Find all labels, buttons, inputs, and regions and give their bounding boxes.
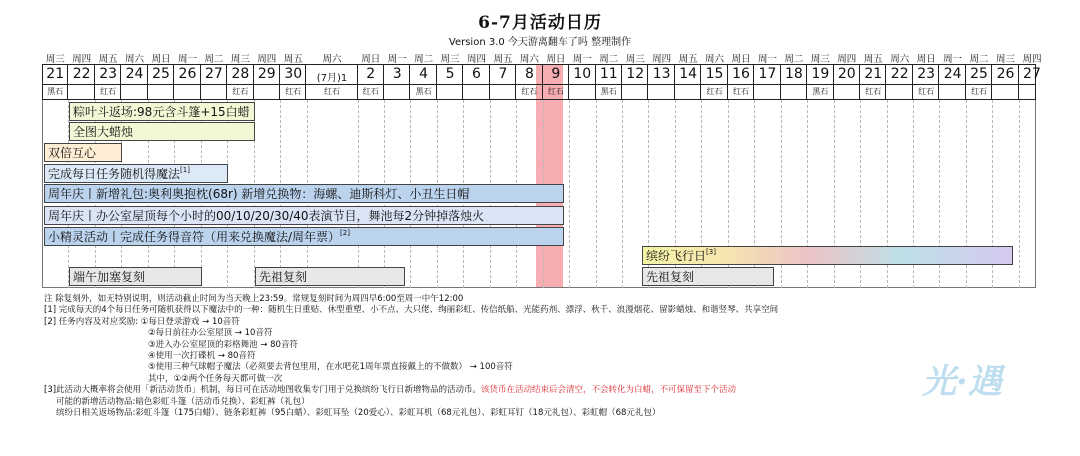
stone-note: 红石 (918, 87, 935, 96)
weekday-label: 周五 (98, 54, 118, 65)
weekday-label: 周一 (757, 54, 777, 65)
day-number[interactable]: 15 (705, 66, 724, 82)
weekday-label: 周一 (943, 54, 963, 65)
stone-note: 红石 (521, 87, 538, 96)
day-cell-border (728, 64, 754, 100)
event-bar[interactable] (44, 206, 564, 225)
day-number[interactable]: 25 (152, 66, 170, 82)
day-cell-border (860, 64, 886, 100)
game-logo: 光·遇 (922, 362, 1002, 402)
weekday-label: 周二 (969, 54, 989, 65)
day-number[interactable]: 3 (392, 66, 402, 82)
day-number[interactable]: 26 (178, 66, 197, 82)
day-number[interactable]: 9 (551, 66, 561, 82)
day-cell-border (201, 64, 227, 100)
day-cell-border (280, 64, 306, 100)
day-cell-border (516, 64, 542, 100)
day-number[interactable]: 22 (890, 66, 909, 82)
day-number[interactable]: 4 (419, 66, 429, 82)
day-number[interactable]: 17 (758, 66, 777, 82)
stone-note: 红石 (865, 87, 882, 96)
page-title: 6-7月活动日历 (478, 13, 602, 33)
day-number[interactable]: 14 (679, 66, 698, 82)
event-label: 先祖复刻 (259, 270, 308, 284)
event-label: 周年庆丨办公室屋顶每个小时的00/10/20/30/40表演节目，舞池每2分钟掉落烛火 (48, 209, 485, 223)
day-number[interactable]: 25 (970, 66, 988, 82)
stone-note: 红石 (100, 87, 117, 96)
day-cell-border (227, 64, 253, 100)
footnote-ref: [2] (340, 229, 350, 237)
day-number[interactable]: 24 (943, 66, 962, 82)
day-cell-border (596, 64, 622, 100)
day-number[interactable]: 12 (626, 66, 645, 82)
weekday-label: 周三 (810, 54, 830, 65)
stone-note: 红石 (285, 87, 302, 96)
day-cell-border (807, 64, 833, 100)
day-cell-border (121, 64, 147, 100)
weekday-label: 周三 (230, 54, 250, 65)
day-cell-border (384, 64, 410, 100)
weekday-label: 周三 (45, 54, 65, 65)
footnote-line: [2] 任务内容及对应奖励: ①每日登录游戏 → 10音符 (44, 316, 240, 327)
day-cell-border (622, 64, 648, 100)
weekday-label: 周六 (890, 54, 910, 65)
event-bar[interactable] (255, 267, 405, 286)
event-label: 双倍互心 (48, 146, 97, 160)
event-bar[interactable] (44, 143, 122, 162)
weekday-label: 周日 (361, 54, 381, 65)
day-cell-border (95, 64, 121, 100)
footnotes (44, 294, 1044, 419)
weekday-label: 周四 (652, 54, 672, 65)
event-label: 周年庆丨新增礼包:奥利奥抱枕(68r) 新增兑换物：海螺、迪斯科灯、小丑生日帽 (48, 187, 470, 201)
day-cell-border (437, 64, 463, 100)
day-cell-border (834, 64, 860, 100)
footnote-line: [1] 完成每天的4个每日任务可随机获得以下魔法中的一种：随机生日重贴、休型重塑、小不点、大只佬、绚丽彩虹、传信纸船、光能药剂、漂浮、秋千、浪漫烟花、留影蜡烛、和谐竖琴、共享空间 (44, 305, 779, 316)
footnote-ref: [3] (706, 248, 716, 256)
footnote-text: [3]此活动大概率将会使用「新活动货币」机制，每日可在活动地图收集专门用于兑换缤纷飞行日新增物品的活动币。 (44, 385, 482, 396)
weekday-label: 周五 (493, 54, 513, 65)
day-number[interactable]: 24 (125, 66, 144, 82)
weekday-label: 周五 (863, 54, 883, 65)
event-bar-rainbow[interactable] (642, 246, 1013, 265)
day-number[interactable]: 5 (445, 66, 455, 82)
footnote-line (44, 385, 1044, 396)
day-number[interactable]: (7月)1 (316, 73, 348, 84)
weekday-label: 周四 (257, 54, 277, 65)
day-number[interactable]: 30 (284, 66, 303, 82)
day-number[interactable]: 28 (231, 66, 250, 82)
day-cell-border (42, 64, 68, 100)
footnote-ref: [1] (180, 166, 190, 174)
event-bar[interactable] (44, 184, 564, 203)
day-cell-border (992, 64, 1018, 100)
day-cell-border (675, 64, 701, 100)
day-number[interactable]: 26 (996, 66, 1015, 82)
day-cell-border (358, 64, 384, 100)
day-number[interactable]: 19 (811, 66, 830, 82)
event-bar[interactable] (44, 227, 564, 246)
event-label: 全图大蜡烛 (73, 125, 134, 139)
day-number[interactable]: 6 (472, 66, 481, 82)
day-cell-border (913, 64, 939, 100)
weekday-label: 周二 (599, 54, 619, 65)
weekday-label: 周一 (387, 54, 407, 65)
day-cell-border (887, 64, 913, 100)
weekday-label: 周四 (1022, 54, 1042, 65)
week-guide-line (596, 100, 597, 288)
event-bar[interactable] (642, 267, 774, 286)
day-cell-border (569, 64, 595, 100)
weekday-label: 周三 (996, 54, 1016, 65)
stone-note: 黑石 (812, 87, 829, 96)
footnote-line: 可能的新增活动物品:暗色彩虹斗篷（活动币兑换）、彩虹裤（礼包） (56, 396, 310, 407)
day-cell-border (463, 64, 489, 100)
page-subtitle: Version 3.0 今天游离翻车了吗 整理制作 (448, 37, 632, 48)
day-number[interactable]: 16 (732, 66, 750, 82)
weekday-label: 周日 (151, 54, 171, 65)
weekday-label: 周二 (784, 54, 804, 65)
day-cell-border (68, 64, 94, 100)
event-bar[interactable] (44, 164, 228, 183)
day-cell-border (307, 64, 358, 100)
event-label: 端午加塞复刻 (73, 270, 146, 284)
day-number[interactable]: 18 (784, 66, 803, 82)
day-number[interactable]: 2 (366, 66, 376, 82)
weekday-label: 周日 (916, 54, 936, 65)
stone-note: 红石 (971, 87, 988, 96)
day-number[interactable]: 27 (204, 66, 223, 82)
weekday-label: 周六 (705, 54, 725, 65)
footnote-line: 注 除复刻外，如无特别说明，则活动截止时间为当天晚上23:59。常规复刻时间为周四早6:00至周一中午12:00 (44, 294, 464, 304)
footnote-line: 缤纷日相关返场物品:彩虹斗篷（175白蜡）、链条彩虹裤（95白蜡）、彩虹耳坠（20爱心）、彩虹耳机（68元礼包）、彩虹耳钉（18元礼包）、彩虹帽（68元礼包） (56, 407, 661, 418)
weekday-label: 周一 (572, 54, 592, 65)
day-cell-border (174, 64, 200, 100)
event-bar[interactable] (69, 122, 255, 141)
week-guide-line (569, 100, 570, 288)
week-guide-line (1019, 100, 1020, 288)
stone-note: 红石 (324, 87, 340, 96)
weekday-label: 周三 (440, 54, 460, 65)
day-cell-border (781, 64, 807, 100)
footnote-line: ④使用一次打碟机 → 80音符 (148, 350, 256, 361)
day-number[interactable]: 20 (837, 66, 856, 82)
stone-note: 黑石 (47, 87, 64, 96)
day-number[interactable]: 22 (72, 66, 91, 82)
weekday-label: 周四 (467, 54, 487, 65)
weekday-label: 周二 (414, 54, 434, 65)
event-label: 先祖复刻 (646, 270, 695, 284)
footnote-line: ⑤使用三种气球帽子魔法（必须要去背包里用，在水吧花1周年票直接戴上的不做数） → 100音符 (148, 362, 513, 373)
footnote-line: ③进入办公室屋顶的彩格舞池 → 80音符 (148, 339, 298, 350)
event-label: 缤纷飞行日 (646, 249, 707, 263)
day-cell-border (754, 64, 780, 100)
weekday-label: 周一 (177, 54, 197, 65)
weekday-label: 周六 (125, 54, 145, 65)
day-number[interactable]: 21 (864, 66, 883, 82)
day-number[interactable]: 13 (652, 66, 671, 82)
day-number[interactable]: 8 (524, 66, 534, 82)
day-number[interactable]: 29 (257, 66, 276, 82)
day-cell-border (410, 64, 436, 100)
weekday-label: 周五 (678, 54, 698, 65)
stone-note: 红石 (733, 87, 750, 96)
footnote-line: 其中，①②两个任务每天都可做一次 (148, 373, 283, 384)
footnote-warning: 该货币在活动结束后会清空，不会转化为白蜡，不可保留至下个活动 (481, 385, 737, 396)
event-label: 粽叶斗返场:98元含斗篷+15白蜡 (73, 105, 250, 119)
stone-note: 红石 (706, 87, 723, 96)
weekday-label: 周二 (204, 54, 224, 65)
day-cell-border (966, 64, 992, 100)
week-guide-line (622, 100, 623, 288)
day-cell-border (543, 64, 569, 100)
day-number[interactable]: 21 (46, 66, 65, 82)
stone-note: 红石 (362, 87, 379, 96)
day-cell-border (939, 64, 965, 100)
day-number[interactable]: 23 (99, 66, 118, 82)
weekday-label: 周四 (72, 54, 92, 65)
stone-note: 黑石 (600, 87, 617, 96)
event-label: 完成每日任务随机得魔法 (48, 167, 181, 181)
weekday-label: 周五 (283, 54, 303, 65)
day-cell-border (490, 64, 516, 100)
stone-note: 红石 (232, 87, 249, 96)
day-number[interactable]: 10 (573, 66, 592, 82)
day-cell-border (254, 64, 280, 100)
event-label: 小精灵活动丨完成任务得音符（用来兑换魔法/周年票） (48, 230, 341, 244)
event-bar[interactable] (69, 267, 202, 286)
weekday-label: 周六 (322, 54, 342, 65)
event-bar[interactable] (69, 102, 255, 121)
footnote-line: ②每日前往办公室屋顶 → 10音符 (148, 328, 273, 339)
stone-note: 黑石 (415, 87, 432, 96)
day-number[interactable]: 11 (599, 66, 618, 82)
weekday-label: 周六 (519, 54, 539, 65)
weekday-label: 周四 (837, 54, 857, 65)
weekday-label: 周三 (625, 54, 645, 65)
weekday-label: 周日 (546, 54, 566, 65)
day-number[interactable]: 23 (917, 66, 936, 82)
day-number[interactable]: 27 (1023, 66, 1041, 82)
day-cell-border (148, 64, 174, 100)
day-cell-border (701, 64, 727, 100)
day-number[interactable]: 7 (498, 66, 508, 82)
stone-note: 红石 (547, 87, 564, 96)
day-cell-border (648, 64, 674, 100)
weekday-label: 周日 (731, 54, 751, 65)
